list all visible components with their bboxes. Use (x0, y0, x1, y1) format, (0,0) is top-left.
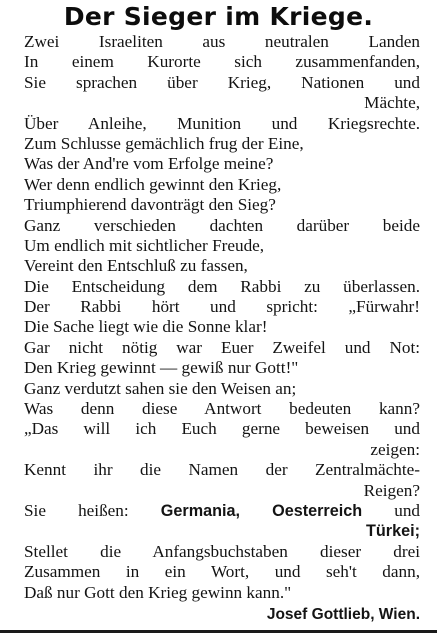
poem-line: Vereint den Entschluß zu fassen, (24, 256, 248, 276)
poem-line: Der Rabbi hört und spricht: „Fürwahr! (24, 297, 420, 317)
poem-line: „Das will ich Euch gerne beweisen und (24, 419, 420, 439)
poem-line: Stellet die Anfangsbuchstaben dieser drei (24, 541, 420, 561)
poem-line-prefix: Sie heißen: (24, 500, 161, 520)
poem-line: Über Anleihe, Munition und Kriegsrechte. (24, 113, 420, 133)
poem-line: Zum Schlusse gemächlich frug der Eine, (24, 133, 304, 153)
poem-line-conjunction: und (394, 500, 420, 520)
poem-line: Die Entscheidung dem Rabbi zu überlassen. (24, 276, 420, 296)
poem-line: Gar nicht nötig war Euer Zweifel und Not: (24, 337, 420, 357)
poem-line: Ganz verschieden dachten darüber beide (24, 215, 420, 235)
poem-line: Was der And're vom Erfolge meine? (24, 154, 274, 174)
poem-line: Zwei Israeliten aus neutralen Landen (24, 32, 420, 51)
poem-line: Triumphierend davonträgt den Sieg? (24, 195, 276, 215)
poem-line: Mächte, (364, 93, 420, 113)
poem-line-central-powers (24, 501, 420, 521)
keyword-oesterreich: Oesterreich (272, 501, 363, 520)
poem-line: Was denn diese Antwort bedeuten kann? (24, 399, 420, 419)
poem-line: Zusammen in ein Wort, und seh't dann, (24, 562, 420, 582)
keyword-tuerkei: Türkei; (366, 522, 420, 541)
poem-line: Kennt ihr die Namen der Zentralmächte- (24, 460, 420, 480)
poem-line: Um endlich mit sichtlicher Freude, (24, 235, 265, 255)
poem-line: Daß nur Gott den Krieg gewinn kann." (24, 582, 292, 602)
poem-line: Reigen? (363, 480, 420, 500)
poem-line: In einem Kurorte sich zusammenfanden, (24, 52, 420, 72)
poem-line: Sie sprachen über Krieg, Nationen und (24, 72, 420, 92)
author-signature: Josef Gottlieb, Wien. (266, 606, 420, 623)
poem-line: Den Krieg gewinnt — gewiß nur Gott!" (24, 358, 299, 378)
poem-line: zeigen: (370, 439, 420, 459)
poem-line (24, 521, 420, 541)
poem-line: Wer denn endlich gewinnt den Krieg, (24, 174, 282, 194)
poem-title: Der Sieger im Kriege. (63, 2, 374, 31)
poem-line: Ganz verdutzt sahen sie den Weisen an; (24, 378, 297, 398)
poem-line: Die Sache liegt wie die Sonne klar! (24, 317, 268, 337)
keyword-germania: Germania, (160, 501, 240, 520)
poem-body (24, 32, 420, 603)
